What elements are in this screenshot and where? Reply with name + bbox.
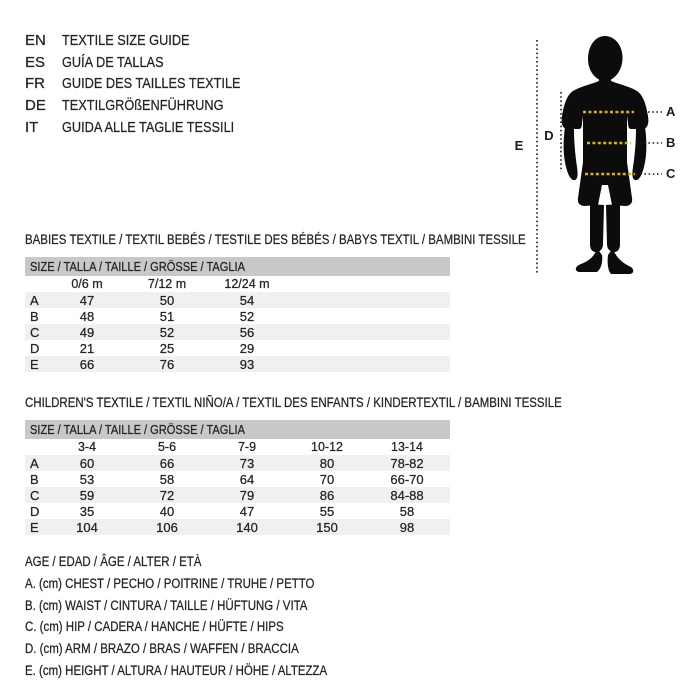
column-header: 12/24 m (224, 277, 270, 291)
size-header-bar (25, 420, 450, 439)
column-header: 13-14 (391, 440, 423, 454)
language-code: IT (25, 118, 39, 136)
children-size-table (25, 420, 450, 535)
legend-chest-text: A. (cm) CHEST / PECHO / POITRINE / TRUHE / PETTO (25, 576, 315, 592)
hip-label: C (666, 166, 676, 181)
table-row (25, 487, 450, 503)
table-cell: 21 (79, 340, 95, 356)
size-header-bar (25, 257, 450, 276)
table-cell: 51 (159, 308, 175, 324)
table-cell: 66 (79, 356, 95, 372)
legend-age-text: AGE / EDAD / ÂGE / ALTER / ETÀ (25, 554, 202, 570)
table-cell: 55 (319, 503, 335, 519)
table-cell: 25 (159, 340, 175, 356)
language-list (25, 30, 272, 138)
table-cell: 140 (236, 519, 258, 535)
table-cell: 150 (316, 519, 338, 535)
legend-hip-text: C. (cm) HIP / CADERA / HANCHE / HÜFTE / HIPS (25, 619, 284, 635)
table-cell: 56 (239, 324, 255, 340)
table-cell: 70 (319, 471, 335, 487)
babies-section-title (25, 231, 614, 247)
language-label: TEXTILGRÖßENFÜHRUNG (62, 97, 224, 115)
language-code: DE (25, 97, 46, 115)
table-cell: 78-82 (390, 455, 424, 471)
table-row (25, 340, 450, 356)
row-label: C (30, 324, 40, 340)
language-row (25, 30, 272, 52)
legend-hip-line (25, 616, 381, 638)
row-label: C (30, 487, 40, 503)
table-cell: 54 (239, 292, 255, 308)
row-label: E (30, 356, 39, 372)
table-cell: 93 (239, 356, 255, 372)
height-label: E (514, 138, 524, 153)
table-row (25, 455, 450, 471)
size-header-label: SIZE / TALLA / TAILLE / GRÖSSE / TAGLIA (30, 422, 245, 437)
table-cell: 84-88 (390, 487, 424, 503)
children-section-title (25, 394, 657, 410)
table-cell: 58 (159, 471, 175, 487)
table-row (25, 324, 450, 340)
table-cell: 49 (79, 324, 95, 340)
language-row (25, 116, 272, 138)
table-cell: 47 (79, 292, 95, 308)
language-row (25, 95, 272, 117)
column-header: 0/6 m (71, 277, 103, 291)
table-cell: 47 (239, 503, 255, 519)
legend-arm-text: D. (cm) ARM / BRAZO / BRAS / WAFFEN / BRACCIA (25, 641, 299, 657)
children-section-title-text: CHILDREN'S TEXTILE / TEXTIL NIÑO/A / TEXTIL DES ENFANTS / KINDERTEXTIL / BAMBINI TESSILE (25, 394, 562, 410)
table-cell: 79 (239, 487, 255, 503)
row-label: A (30, 455, 39, 471)
language-row (25, 73, 272, 95)
babies-size-table (25, 257, 450, 372)
language-code: FR (25, 75, 45, 93)
table-row (25, 356, 450, 372)
arm-label: D (544, 128, 554, 143)
babies-table-body (25, 276, 450, 372)
column-header: 5-6 (157, 440, 177, 454)
legend-chest-line (25, 573, 381, 595)
legend-age-line (25, 551, 381, 573)
table-cell: 72 (159, 487, 175, 503)
row-label: B (30, 471, 39, 487)
table-row (25, 308, 450, 324)
table-row (25, 519, 450, 535)
legend-waist-text: B. (cm) WAIST / CINTURA / TAILLE / HÜFTUNG / VITA (25, 597, 308, 613)
size-header-label: SIZE / TALLA / TAILLE / GRÖSSE / TAGLIA (30, 259, 245, 274)
column-header: 7/12 m (147, 277, 187, 291)
language-row (25, 52, 272, 74)
table-cell: 50 (159, 292, 175, 308)
table-cell: 48 (79, 308, 95, 324)
waist-label: B (666, 135, 676, 150)
table-cell: 52 (159, 324, 175, 340)
babies-section-title-text: BABIES TEXTILE / TEXTIL BEBÉS / TESTILE DES BÉBÉS / BABYS TEXTIL / BAMBINI TESSILE (25, 231, 526, 247)
table-row (25, 471, 450, 487)
measurement-legend (25, 551, 381, 681)
table-cell: 76 (159, 356, 175, 372)
row-label: E (30, 519, 39, 535)
children-table-body (25, 439, 450, 535)
table-cell: 104 (76, 519, 98, 535)
table-cell: 66 (159, 455, 175, 471)
table-cell: 73 (239, 455, 255, 471)
row-label: A (30, 292, 39, 308)
column-header: 7-9 (237, 440, 257, 454)
chest-label: A (666, 104, 676, 119)
row-label: D (30, 340, 40, 356)
table-cell: 98 (399, 519, 415, 535)
language-label: GUIDE DES TAILLES TEXTILE (62, 75, 241, 93)
table-cell: 35 (79, 503, 95, 519)
table-cell: 58 (399, 503, 415, 519)
language-label: TEXTILE SIZE GUIDE (62, 32, 190, 50)
row-label: D (30, 503, 40, 519)
column-header: 10-12 (311, 440, 343, 454)
table-cell: 80 (319, 455, 335, 471)
table-cell: 29 (239, 340, 255, 356)
column-header-row (25, 439, 450, 455)
language-label: GUÍA DE TALLAS (62, 53, 164, 71)
language-code: EN (25, 32, 46, 50)
column-header-row (25, 276, 450, 292)
legend-height-line (25, 659, 381, 681)
legend-waist-line (25, 594, 381, 616)
language-code: ES (25, 53, 46, 71)
language-label: GUIDA ALLE TAGLIE TESSILI (62, 118, 235, 136)
table-cell: 64 (239, 471, 255, 487)
table-cell: 66-70 (390, 471, 424, 487)
column-header: 3-4 (77, 440, 97, 454)
table-row (25, 503, 450, 519)
table-row (25, 292, 450, 308)
table-cell: 53 (79, 471, 95, 487)
row-label: B (30, 308, 39, 324)
table-cell: 40 (159, 503, 175, 519)
table-cell: 106 (156, 519, 178, 535)
legend-height-text: E. (cm) HEIGHT / ALTURA / HAUTEUR / HÖHE / ALTEZZA (25, 662, 328, 678)
table-cell: 60 (79, 455, 95, 471)
table-cell: 59 (79, 487, 95, 503)
legend-arm-line (25, 638, 381, 660)
table-cell: 86 (319, 487, 335, 503)
table-cell: 52 (239, 308, 255, 324)
